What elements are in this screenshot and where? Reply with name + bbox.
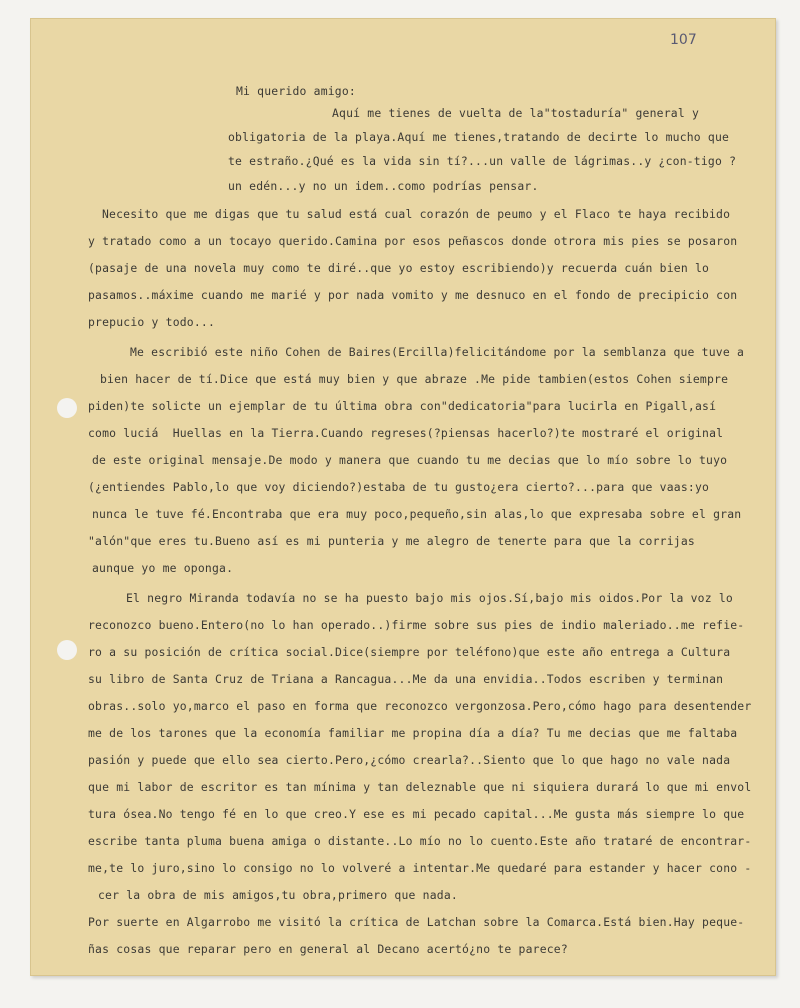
text-line: tura ósea.No tengo fé en lo que creo.Y ese es mi pecado capital...Me gusta más siempre lo que: [88, 807, 745, 821]
punch-hole: [57, 640, 77, 660]
text-line: reconozco bueno.Entero(no lo han operado..)firme sobre sus pies de indio maleriado..me refie-: [88, 618, 745, 632]
text-line: Aquí me tienes de vuelta de la"tostaduría" general y: [332, 106, 700, 120]
text-line: me de los tarones que la economía familiar me propina día a día? Tu me decias que me faltaba: [88, 726, 738, 740]
text-line: de este original mensaje.De modo y manera que cuando tu me decias que lo mío sobre lo tuyo: [92, 453, 728, 467]
text-line: (¿entiendes Pablo,lo que voy diciendo?)estaba de tu gusto¿era cierto?...para que vaas:yo: [88, 480, 710, 494]
text-line: cer la obra de mis amigos,tu obra,primero que nada.: [98, 888, 458, 902]
letter-page: [30, 18, 776, 976]
text-line: prepucio y todo...: [88, 315, 216, 329]
text-line: ñas cosas que reparar pero en general al Decano acertó¿no te parece?: [88, 942, 568, 956]
salutation: Mi querido amigo:: [236, 84, 356, 98]
text-line: ro a su posición de crítica social.Dice(siempre por teléfono)que este año entrega a Cultura: [88, 645, 731, 659]
text-line: me,te lo juro,sino lo consigo no lo volveré a intentar.Me quedaré para estander y hacer cono -: [88, 861, 752, 875]
text-line: obligatoria de la playa.Aquí me tienes,tratando de decirte lo mucho que: [228, 130, 730, 144]
punch-hole: [57, 398, 77, 418]
text-line: su libro de Santa Cruz de Triana a Rancagua...Me da una envidia..Todos escriben y terminan: [88, 672, 724, 686]
text-line: pasión y puede que ello sea cierto.Pero,¿cómo crearla?..Siento que lo que hago no vale nada: [88, 753, 731, 767]
text-line: "alón"que eres tu.Bueno así es mi punteria y me alegro de tenerte para que la corrijas: [88, 534, 695, 548]
text-line: pasamos..máxime cuando me marié y por nada vomito y me desnuco en el fondo de precipicio con: [88, 288, 738, 302]
text-line: Necesito que me digas que tu salud está cual corazón de peumo y el Flaco te haya recibido: [102, 207, 731, 221]
text-line: El negro Miranda todavía no se ha puesto bajo mis ojos.Sí,bajo mis oidos.Por la voz lo: [126, 591, 733, 605]
text-line: y tratado como a un tocayo querido.Camina por esos peñascos donde otrora mis pies se posaron: [88, 234, 738, 248]
text-line: obras..solo yo,marco el paso en forma que reconozco vergonzosa.Pero,cómo hago para desentender: [88, 699, 752, 713]
text-line: Por suerte en Algarrobo me visitó la crítica de Latchan sobre la Comarca.Está bien.Hay peque-: [88, 915, 745, 929]
page-number: 107: [670, 32, 697, 48]
text-line: nunca le tuve fé.Encontraba que era muy poco,pequeño,sin alas,lo que expresaba sobre el gran: [92, 507, 742, 521]
text-line: un edén...y no un idem..como podrías pensar.: [228, 179, 539, 193]
text-line: bien hacer de tí.Dice que está muy bien y que abraze .Me pide tambien(estos Cohen siempre: [100, 372, 729, 386]
text-line: (pasaje de una novela muy como te diré..que yo estoy escribiendo)y recuerda cuán bien lo: [88, 261, 710, 275]
text-line: piden)te solicte un ejemplar de tu última obra con"dedicatoria"para lucirla en Pigall,así: [88, 399, 717, 413]
text-line: Me escribió este niño Cohen de Baires(Ercilla)felicitándome por la semblanza que tuve a: [130, 345, 745, 359]
text-line: escribe tanta pluma buena amiga o distante..Lo mío no lo cuento.Este año trataré de encontrar-: [88, 834, 752, 848]
text-line: te estraño.¿Qué es la vida sin tí?...un valle de lágrimas..y ¿con-tigo ?: [228, 154, 737, 168]
text-line: aunque yo me oponga.: [92, 561, 234, 575]
text-line: que mi labor de escritor es tan mínima y tan deleznable que ni siquiera durará lo que mi envol: [88, 780, 752, 794]
text-line: como luciá Huellas en la Tierra.Cuando regreses(?piensas hacerlo?)te mostraré el original: [88, 426, 724, 440]
